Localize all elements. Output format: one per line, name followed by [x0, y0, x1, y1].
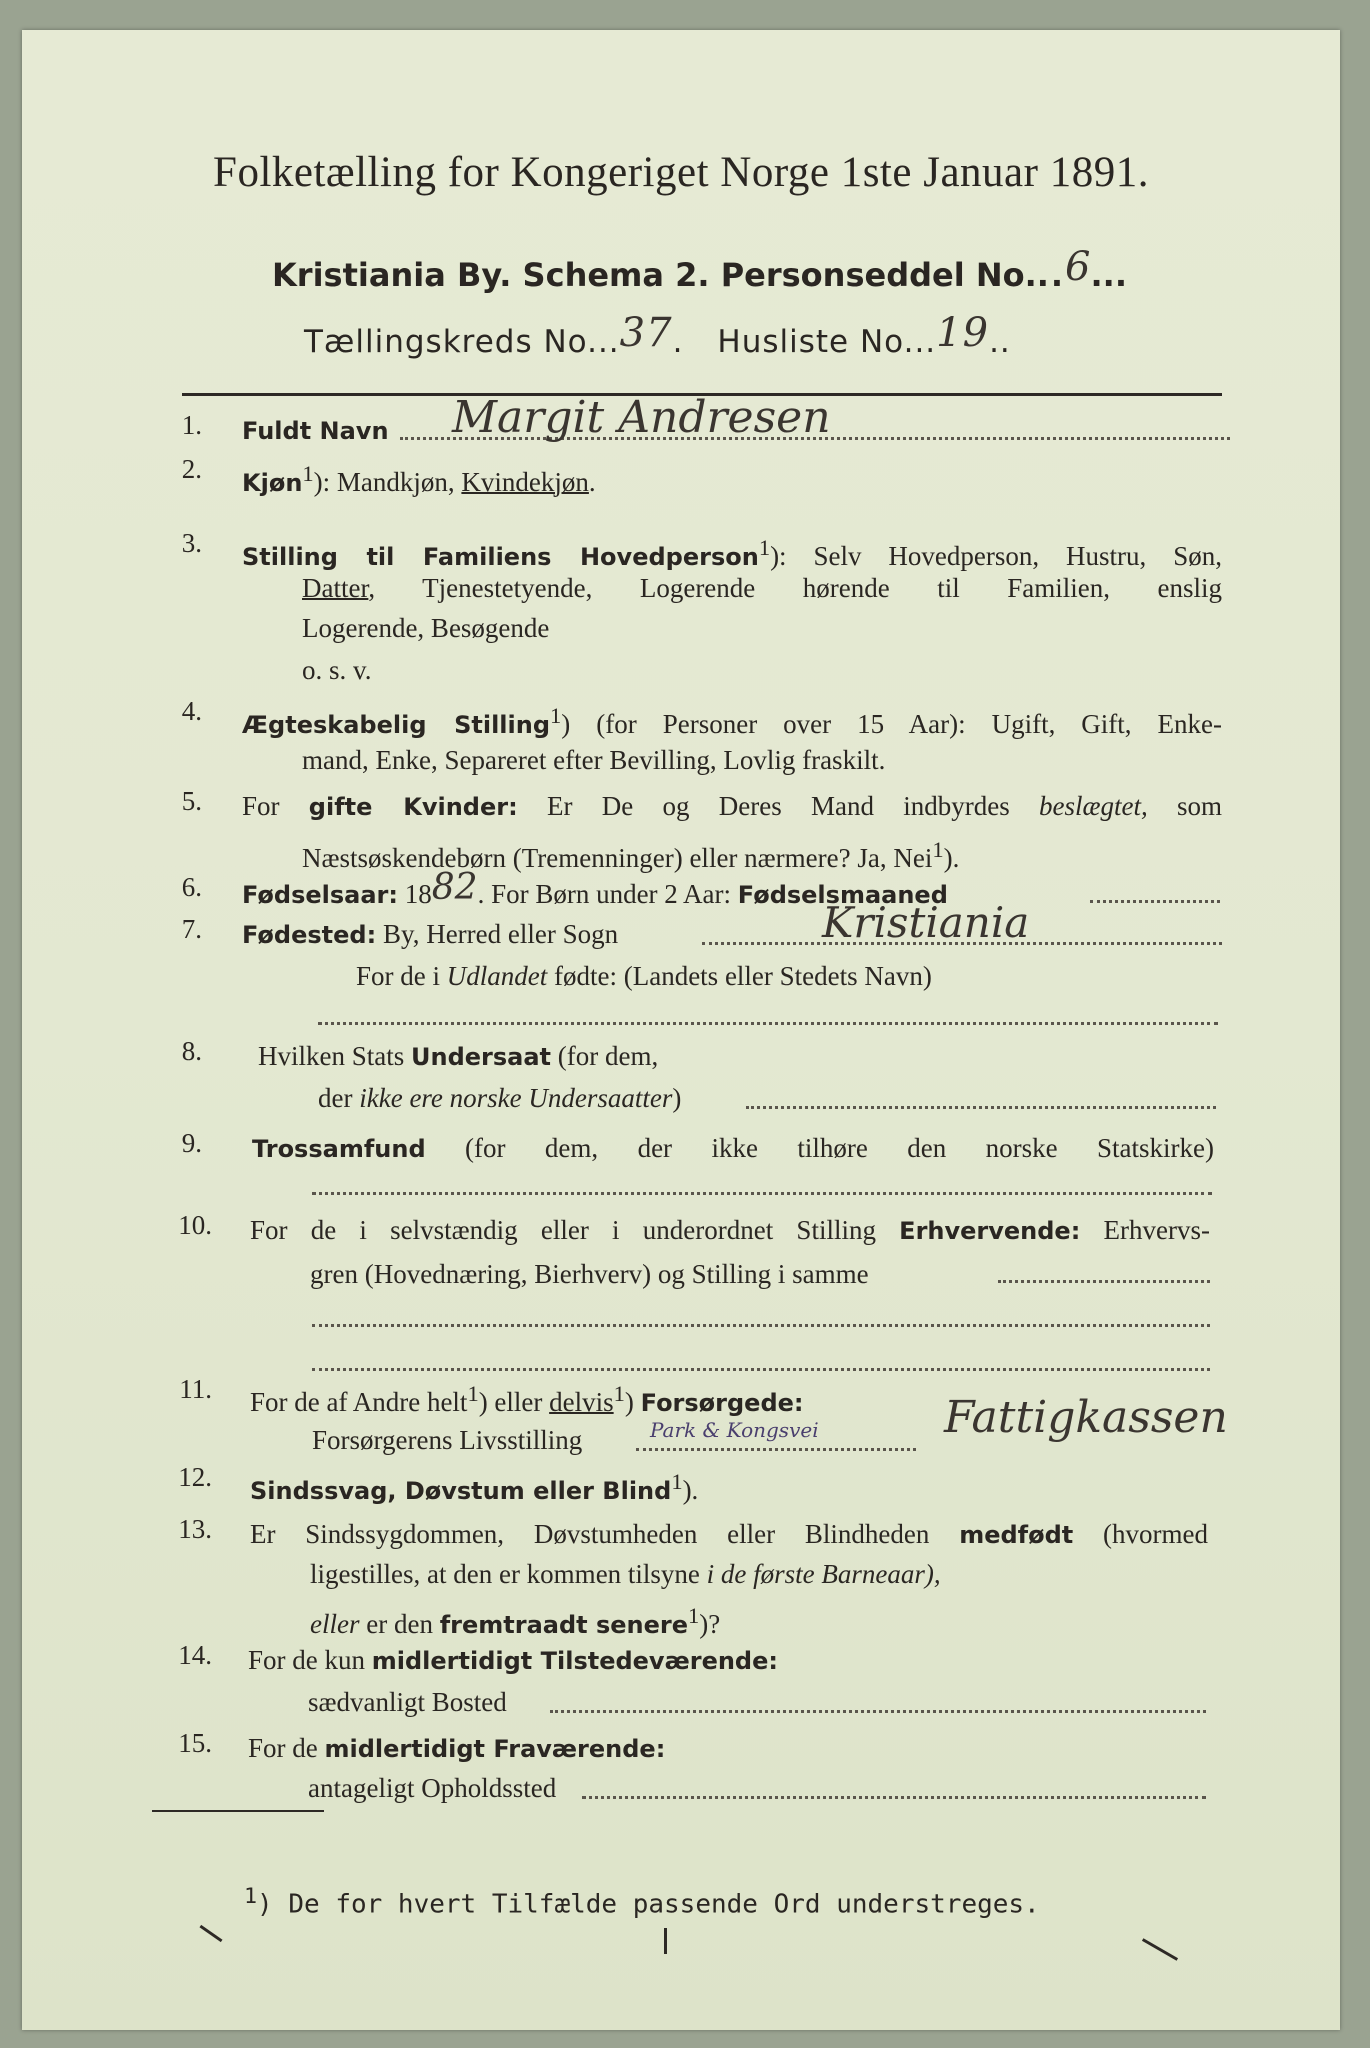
q8-dotted-line: [746, 1106, 1216, 1109]
q14-number: 14.: [178, 1640, 212, 1670]
footnote-rule: [152, 1810, 324, 1812]
q11-line1: For de af Andre helt$^1$) eller delvis$^1$) Forsørgede:: [250, 1381, 804, 1417]
q10-line2: gren (Hovednæring, Bierhverv) og Stilling i samme: [310, 1259, 869, 1289]
q7-birthplace-answer: Kristiania: [822, 898, 1030, 947]
q15-number: 15.: [178, 1728, 212, 1758]
q10-number: 10.: [178, 1210, 212, 1240]
q8-number: 8.: [181, 1036, 202, 1066]
q8-line2: der ikke ere norske Undersaatter): [318, 1083, 682, 1113]
q9-dotted-line: [312, 1192, 1212, 1195]
q14-line1: For de kun midlertidigt Tilstedeværende:: [248, 1645, 778, 1675]
q7-line2: For de i Udlandet fødte: (Landets eller Stedets Navn): [356, 961, 932, 991]
q11-line2: Forsørgerens Livsstilling: [312, 1425, 583, 1455]
q7-number: 7.: [181, 914, 202, 944]
q2-selected-option: Kvindekjøn: [461, 467, 589, 497]
q14-dotted-line: [550, 1710, 1206, 1713]
q9-number: 9.: [181, 1128, 202, 1158]
schema-line: Kristiania By. Schema 2. Personseddel No...6...: [272, 244, 1127, 294]
ink-speck: [1142, 1938, 1178, 1961]
q3-line3: Logerende, Besøgende: [302, 613, 550, 643]
q3-selected-option: Datter: [302, 573, 369, 603]
city-schema-label: Kristiania By. Schema 2. Personseddel No.: [272, 256, 1037, 294]
q11-dotted-line: [636, 1448, 916, 1451]
taellingskreds-number: 37: [619, 310, 673, 356]
q4-number: 4.: [181, 696, 202, 726]
q4-line2: mand, Enke, Separeret efter Bevilling, Lovlig fraskilt.: [302, 745, 886, 775]
q4-line1: Ægteskabelig Stilling$^1$) (for Personer over 15 Aar): Ugift, Gift, Enke-: [242, 703, 1222, 739]
q3-line4: o. s. v.: [302, 655, 372, 685]
q15-dotted-line: [582, 1796, 1206, 1799]
q3-number: 3.: [181, 528, 202, 558]
footnote: $^1$) De for hvert Tilfælde passende Ord understreges.: [244, 1884, 1040, 1920]
ink-speck: [199, 1925, 222, 1942]
q7-dotted-line-2: [318, 1022, 1218, 1025]
q6-year-answer: 82: [431, 867, 478, 908]
q2-number: 2.: [181, 454, 202, 484]
q10-line1: For de i selvstændig eller i underordnet Stilling Erhvervende: Erhvervs-: [250, 1215, 1210, 1245]
q11-small-answer: Park & Kongsvei: [650, 1418, 819, 1442]
q15-line2: antageligt Opholdssted: [308, 1773, 557, 1803]
q11-selected-option: delvis: [549, 1387, 614, 1417]
q13-line3: eller er den fremtraadt senere$^1$)?: [310, 1603, 721, 1639]
q8-line1: Hvilken Stats Undersaat (for dem,: [258, 1041, 659, 1071]
q3-line1: Stilling til Familiens Hovedperson$^1$): Selv Hovedperson, Hustru, Søn,: [242, 535, 1222, 571]
q1-number: 1.: [181, 410, 202, 440]
q11-number: 11.: [179, 1374, 212, 1404]
q12-number: 12.: [178, 1462, 212, 1492]
q7-line1: Fødested: By, Herred eller Sogn: [242, 919, 619, 949]
q13-number: 13.: [178, 1514, 212, 1544]
q6-line: Fødselsaar: 1882. For Børn under 2 Aar: Fødselsmaaned: [242, 867, 948, 909]
q1-name-answer: Margit Andresen: [452, 392, 831, 443]
taellingskreds-label: Tællingskreds No.: [304, 324, 598, 360]
q5-number: 5.: [181, 786, 202, 816]
form-title: Folketælling for Kongeriget Norge 1ste Januar 1891.: [213, 149, 1149, 196]
q9-line: Trossamfund (for dem, der ikke tilhøre den norske Statskirke): [252, 1133, 1214, 1163]
q12-line: Sindssvag, Døvstum eller Blind$^1$).: [250, 1469, 699, 1505]
q10-dotted-line-2: [312, 1324, 1210, 1327]
q15-line1: For de midlertidigt Fraværende:: [248, 1733, 666, 1763]
personseddel-number: 6: [1065, 244, 1091, 290]
q5-line2: Næstsøskendebørn (Tremenninger) eller nærmere? Ja, Nei$^1$).: [302, 837, 960, 873]
q14-line2: sædvanligt Bosted: [308, 1687, 507, 1717]
husliste-number: 19: [936, 310, 990, 356]
q6-dotted-line: [1090, 900, 1220, 903]
husliste-label: Husliste No.: [717, 324, 915, 360]
q1-label: Fuldt Navn: [242, 417, 389, 445]
q13-line1: Er Sindssygdommen, Døvstumheden eller Blindheden medfødt (hvormed: [250, 1519, 1209, 1549]
q10-dotted-line-3: [312, 1368, 1210, 1371]
q2-text: Kjøn$^1$): Mandkjøn, Kvindekjøn.: [242, 461, 596, 497]
q10-dotted-line: [998, 1280, 1210, 1283]
q5-line1: For gifte Kvinder: Er De og Deres Mand indbyrdes beslægtet, som: [242, 791, 1222, 821]
kreds-line: Tællingskreds No...37. Husliste No...19..: [304, 310, 1011, 360]
q13-line2: ligestilles, at den er kommen tilsyne i de første Barneaar),: [310, 1559, 941, 1589]
q11-provider-answer: Fattigkassen: [944, 1392, 1228, 1443]
q6-number: 6.: [181, 872, 202, 902]
census-form-sheet: [22, 30, 1340, 2030]
ink-speck: [664, 1928, 667, 1954]
q3-line2: Datter, Tjenestetyende, Logerende hørende til Familien, enslig: [302, 573, 1222, 603]
